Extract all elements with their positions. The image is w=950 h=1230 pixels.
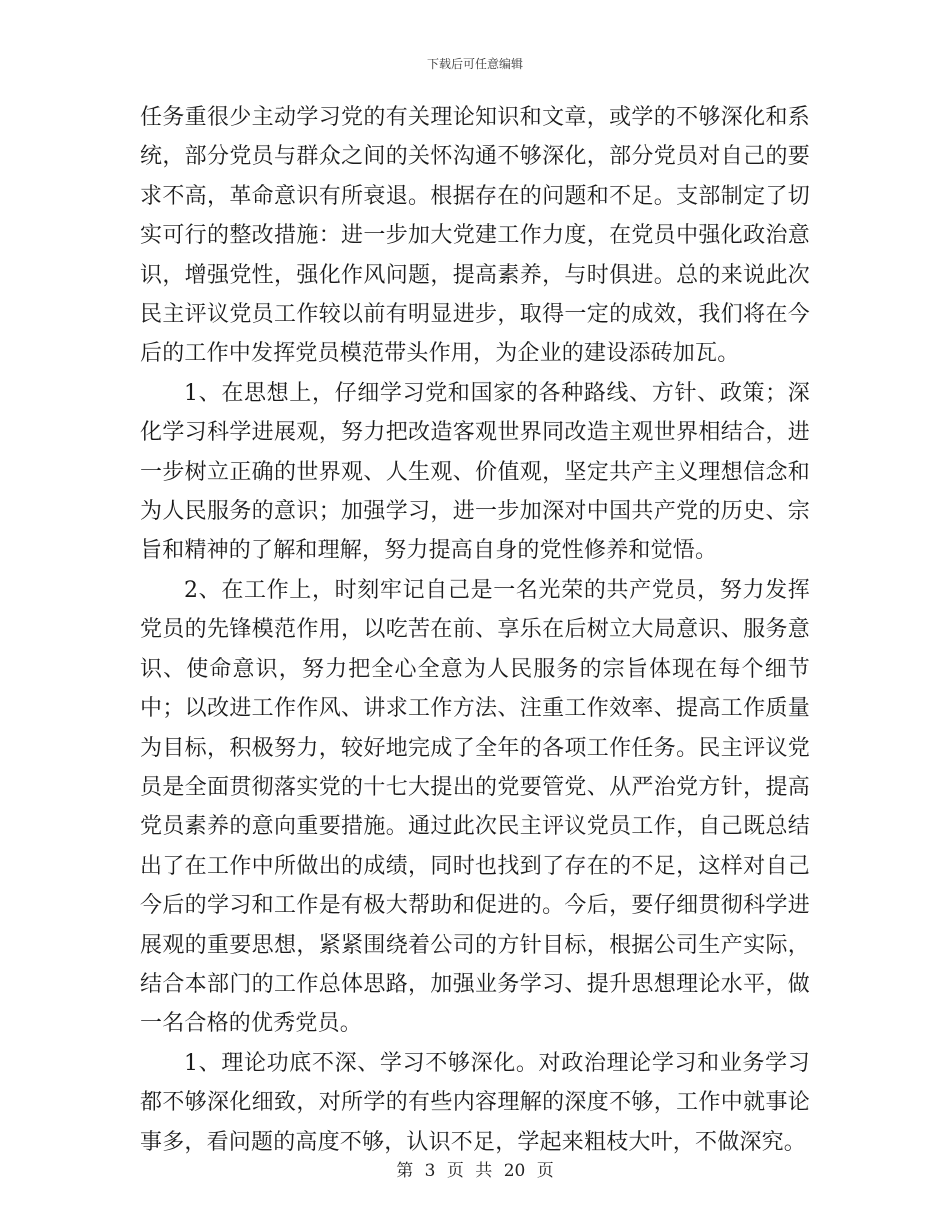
document-body [140,98,810,1162]
page-number: 第 3 页 共 20 页 [396,1161,554,1181]
paragraph-theory: 1、理论功底不深、学习不够深化。对政治理论学习和业务学习都不够深化细致，对所学的有些内容理解的深度不够，工作中就事论事多，看问题的高度不够，认识不足，学起来粗枝大叶，不做深究。 [140,1050,810,1155]
paragraph-continuation: 任务重很少主动学习党的有关理论知识和文章，或学的不够深化和系统，部分党员与群众之间的关怀沟通不够深化，部分党员对自己的要求不高，革命意识有所衰退。根据存在的问题和不足。支部制定了切实可行的整改措施：进一步加大党建工作力度，在党员中强化政治意识，增强党性，强化作风问题，提高素养，与时俱进。总的来说此次民主评议党员工作较以前有明显进步，取得一定的成效，我们将在今后的工作中发挥党员模范带头作用，为企业的建设添砖加瓦。 [140,105,810,367]
header-note: 下载后可任意编辑 [426,57,523,71]
paragraph-work: 2、在工作上，时刻牢记自己是一名光荣的共产党员，努力发挥党员的先锋模范作用，以吃苦在前、享乐在后树立大局意识、服务意识、使命意识，努力把全心全意为人民服务的宗旨体现在每个细节中；以改进工作作风、讲求工作方法、注重工作效率、提高工作质量为目标，积极努力，较好地完成了全年的各项工作任务。民主评议党员是全面贯彻落实党的十七大提出的党要管党、从严治党方针，提高党员素养的意向重要措施。通过此次民主评议党员工作，自己既总结出了在工作中所做出的成绩，同时也找到了存在的不足，这样对自己今后的学习和工作是有极大帮助和促进的。今后，要仔细贯彻科学进展观的重要思想，紧紧围绕着公司的方针目标，根据公司生产实际，结合本部门的工作总体思路，加强业务学习、提升思想理论水平，做一名合格的优秀党员。 [140,577,810,1037]
paragraph-ideology: 1、在思想上，仔细学习党和国家的各种路线、方针、政策；深化学习科学进展观，努力把改造客观世界同改造主观世界相结合，进一步树立正确的世界观、人生观、价值观，坚定共产主义理想信念和为人民服务的意识；加强学习，进一步加深对中国共产党的历史、宗旨和精神的了解和理解，努力提高自身的党性修养和觉悟。 [140,380,810,564]
